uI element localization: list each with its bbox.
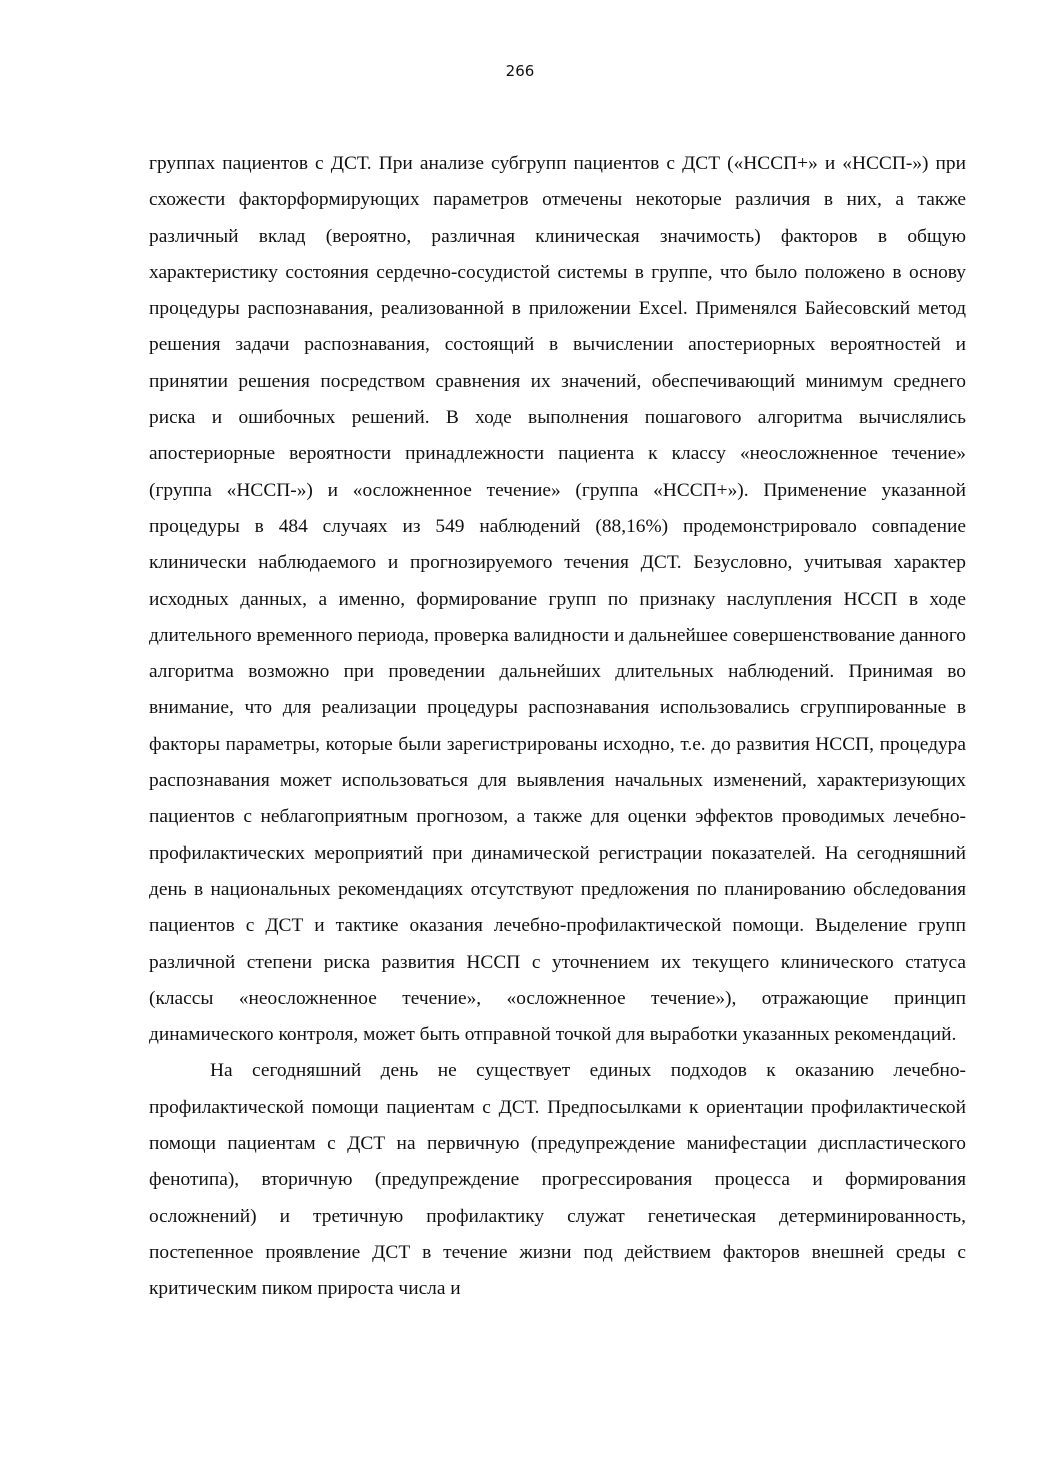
page-number: 266 [505, 62, 535, 80]
paragraph-2: На сегодняшний день не существует единых подходов к оказанию лечебно-профилактической помощи пациентам с ДСТ. Предпосылками к ориентации профилактической помощи пациентам с ДСТ на первичную (предупреждение манифестации диспластического фенотипа), вторичную (предупреждение прогрессирования процесса и формирования осложнений) и третичную профилактику служат генетическая детерминированность, постепенное проявление ДСТ в течение жизни под действием факторов внешней среды с критическим пиком прироста числа и [149, 1060, 966, 1300]
paragraph-1: группах пациентов с ДСТ. При анализе субгрупп пациентов с ДСТ («НССП+» и «НССП-») при схожести факторформирующих параметров отмечены некоторые различия в них, а также различный вклад (вероятно, различная клиническая значимость) факторов в общую характеристику состояния сердечно-сосудистой системы в группе, что было положено в основу процедуры распознавания, реализованной в приложении Excel. Применялся Байесовский метод решения задачи распознавания, состоящий в вычислении апостериорных вероятностей и принятии решения посредством сравнения их значений, обеспечивающий минимум среднего риска и ошибочных решений. В ходе выполнения пошагового алгоритма вычислялись апостериорные вероятности принадлежности пациента к классу «неосложненное течение» (группа «НССП-») и «осложненное течение» (группа «НССП+»). Применение указанной процедуры в 484 случаях из 549 наблюдений (88,16%) продемонстрировало совпадение клинически наблюдаемого и прогнозируемого течения ДСТ. Безусловно, учитывая характер исходных данных, а именно, формирование групп по признаку наслупления НССП в ходе длительного временного периода, проверка валидности и дальнейшее совершенствование данного алгоритма возможно при проведении дальнейших длительных наблюдений. Принимая во внимание, что для реализации процедуры распознавания использовались сгруппированные в факторы параметры, которые были зарегистрированы исходно, т.е. до развития НССП, процедура распознавания может использоваться для выявления начальных изменений, характеризующих пациентов с неблагоприятным прогнозом, а также для оценки эффектов проводимых лечебно-профилактических мероприятий при динамической регистрации показателей. На сегодняшний день в национальных рекомендациях отсутствуют предложения по планированию обследования пациентов с ДСТ и тактике оказания лечебно-профилактической помощи. Выделение групп различной степени риска развития НССП с уточнением их текущего клинического статуса (классы «неосложненное течение», «осложненное течение»), отражающие принцип динамического контроля, может быть отправной точкой для выработки указанных рекомендаций. [149, 153, 966, 1046]
body-text [149, 146, 966, 1308]
